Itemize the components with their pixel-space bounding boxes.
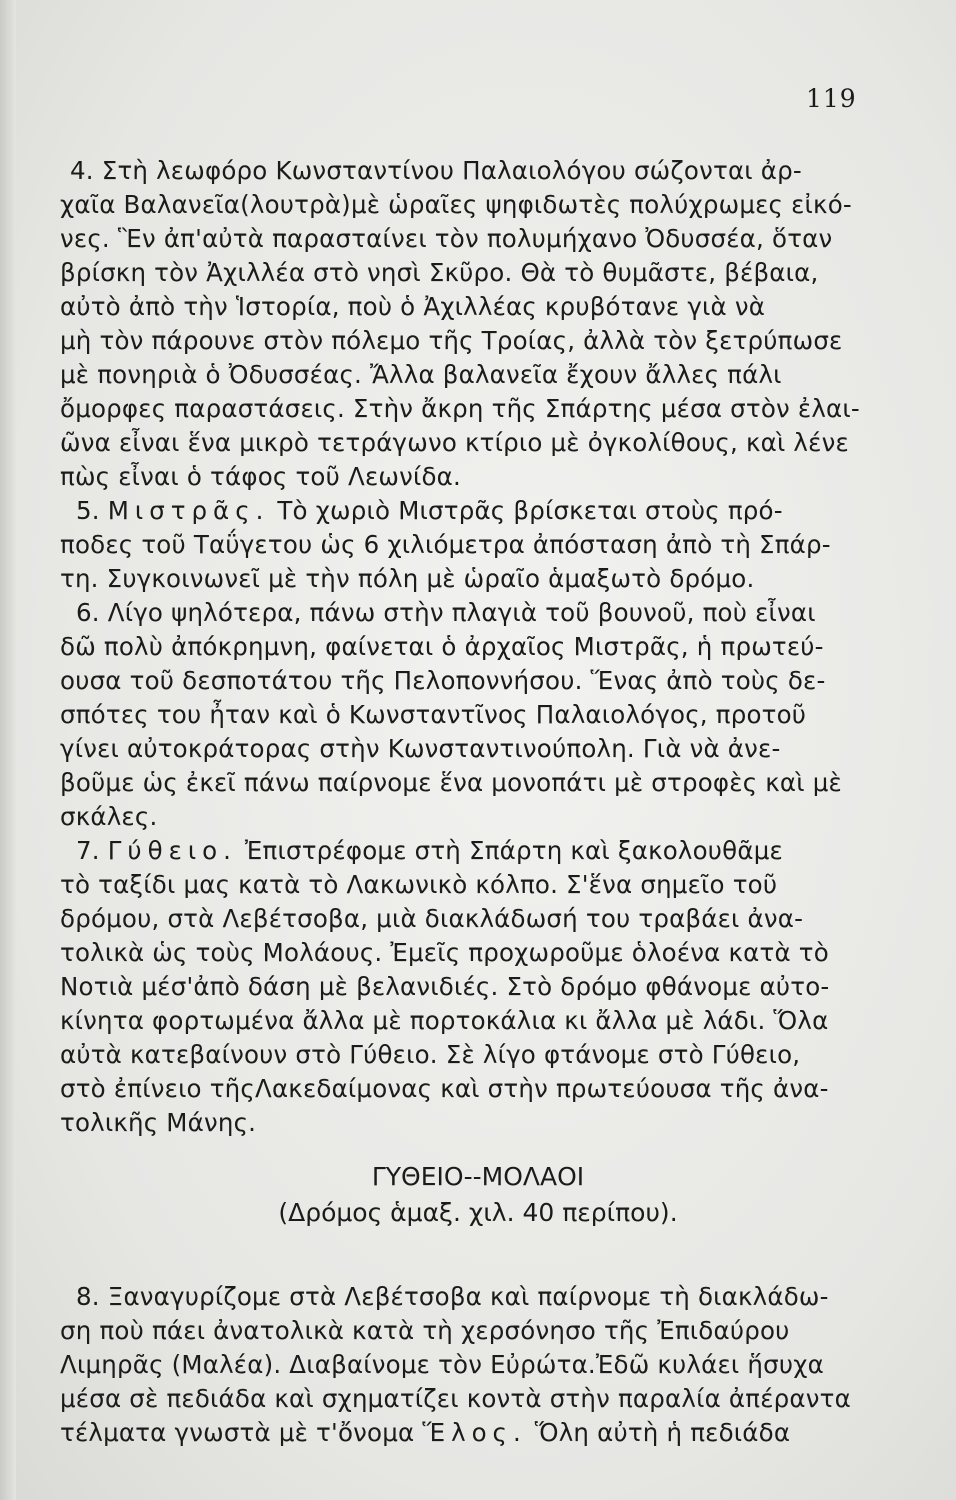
text-line: δρόμου, στὰ Λεβέτσοβα, μιὰ διακλάδωσή του τραβάει ἀνα- bbox=[60, 904, 804, 933]
place-term-elos: Ἕλος. bbox=[422, 1418, 527, 1447]
text-line: χαῖα Βαλανεῖα(λουτρὰ)μὲ ὡραῖες ψηφιδωτὲς πολύχρωμες εἰκό- bbox=[60, 190, 852, 219]
text-line: 6. Λίγο ψηλότερα, πάνω στὴν πλαγιὰ τοῦ βουνοῦ, ποὺ εἶναι bbox=[76, 598, 816, 627]
last-line bbox=[60, 1416, 904, 1450]
paragraph-number: 7. bbox=[76, 836, 100, 865]
text-line: μὴ τὸν πάρουνε στὸν πόλεμο τῆς Τροίας, ἀλλὰ τὸν ξετρύπωσε bbox=[60, 326, 843, 355]
text-line: τὸ ταξίδι μας κατὰ τὸ Λακωνικὸ κόλπο. Σ'ἕνα σημεῖο τοῦ bbox=[60, 870, 778, 899]
text-line: σκάλες. bbox=[60, 802, 158, 831]
text-line: ποδες τοῦ Ταΰγετου ὡς 6 χιλιόμετρα ἀπόσταση ἀπὸ τὴ Σπάρ- bbox=[60, 530, 831, 559]
text-line: τη. Συγκοινωνεῖ μὲ τὴν πόλη μὲ ὡραῖο ἁμαξωτὸ δρόμο. bbox=[60, 564, 755, 593]
paragraph-5-line bbox=[76, 494, 920, 528]
text-fragment: Ὅλη αὐτὴ ἡ πεδιάδα bbox=[534, 1418, 791, 1447]
text-line: γίνει αὐτοκράτορας στὴν Κωνσταντινούπολη. Γιὰ νὰ ἀνε- bbox=[60, 734, 781, 763]
text-line: βοῦμε ὡς ἐκεῖ πάνω παίρνομε ἕνα μονοπάτι μὲ στροφὲς καὶ μὲ bbox=[60, 768, 842, 797]
text-line: στὸ ἐπίνειο τῆςΛακεδαίμονας καὶ στὴν πρωτεύουσα τῆς ἀνα- bbox=[60, 1074, 829, 1103]
text-line: βρίσκη τὸν Ἀχιλλέα στὸ νησὶ Σκῦρο. Θὰ τὸ θυμᾶστε, βέβαια, bbox=[60, 258, 819, 287]
text-line: κίνητα φορτωμένα ἄλλα μὲ πορτοκάλια κι ἄλλα μὲ λάδι. Ὅλα bbox=[60, 1006, 829, 1035]
text-line: αὐτὰ κατεβαίνουν στὸ Γύθειο. Σὲ λίγο φτάνομε στὸ Γύθειο, bbox=[60, 1040, 801, 1069]
section-subtitle: (Δρόμος ἁμαξ. χιλ. 40 περίπου). bbox=[278, 1198, 678, 1227]
text-line: σπότες του ἦταν καὶ ὁ Κωνσταντῖνος Παλαιολόγος, προτοῦ bbox=[60, 700, 807, 729]
text-line: 4. Στὴ λεωφόρο Κωνσταντίνου Παλαιολόγου σώζονται ἀρ- bbox=[70, 156, 802, 185]
page-number: 119 bbox=[806, 84, 857, 113]
text-line: τολικὰ ὡς τοὺς Μολάους. Ἐμεῖς προχωροῦμε ὁλοένα κατὰ τὸ bbox=[60, 938, 829, 967]
paragraph-number: 5. bbox=[76, 496, 100, 525]
section-title: ΓΥΘΕΙΟ--ΜΟΛΑΟΙ bbox=[371, 1162, 585, 1191]
text-fragment: Ἐπιστρέφομε στὴ Σπάρτη καὶ ξακολουθᾶμε bbox=[244, 836, 783, 865]
text-line: ῶνα εἶναι ἕνα μικρὸ τετράγωνο κτίριο μὲ ὀγκολίθους, καὶ λένε bbox=[60, 428, 849, 457]
text-fragment: Τὸ χωριὸ Μιστρᾶς βρίσκεται στοὺς πρό- bbox=[277, 496, 783, 525]
text-line: ὄμορφες παραστάσεις. Στὴν ἄκρη τῆς Σπάρτης μέσα στὸν ἐλαι- bbox=[60, 394, 860, 423]
text-fragment: τέλματα γνωστὰ μὲ τ'ὄνομα bbox=[60, 1418, 415, 1447]
text-line: Νοτιὰ μέσ'ἀπὸ δάση μὲ βελανιδιές. Στὸ δρόμο φθάνομε αὐτο- bbox=[60, 972, 830, 1001]
text-line: Λιμηρᾶς (Μαλέα). Διαβαίνομε τὸν Εὐρώτα.Ἐδῶ κυλάει ἥσυχα bbox=[60, 1350, 824, 1379]
text-line: νες. Ἓν ἀπ'αὐτὰ παρασταίνει τὸν πολυμήχανο Ὀδυσσέα, ὅταν bbox=[60, 224, 833, 253]
text-line: αὐτὸ ἀπὸ τὴν Ἱστορία, ποὺ ὁ Ἀχιλλέας κρυβότανε γιὰ νὰ bbox=[60, 292, 766, 321]
page-gutter bbox=[0, 0, 16, 1500]
text-line: μέσα σὲ πεδιάδα καὶ σχηματίζει κοντὰ στὴν παραλία ἀπέραντα bbox=[60, 1384, 851, 1413]
text-line: ση ποὺ πάει ἀνατολικὰ κατὰ τὴ χερσόνησο τῆς Ἐπιδαύρου bbox=[60, 1316, 790, 1345]
text-line: πὼς εἶναι ὁ τάφος τοῦ Λεωνίδα. bbox=[60, 462, 462, 491]
place-heading-mistras: Μιστρᾶς. bbox=[107, 496, 270, 525]
text-line: τολικῆς Μάνης. bbox=[60, 1108, 257, 1137]
paragraph-7-line bbox=[76, 834, 920, 868]
text-line: 8. Ξαναγυρίζομε στὰ Λεβέτσοβα καὶ παίρνομε τὴ διακλάδω- bbox=[76, 1282, 829, 1311]
place-heading-gytheio: Γύθειο. bbox=[107, 836, 237, 865]
text-line: ουσα τοῦ δεσποτάτου τῆς Πελοποννήσου. Ἕνας ἀπὸ τοὺς δε- bbox=[60, 666, 826, 695]
text-line: δῶ πολὺ ἀπόκρημνη, φαίνεται ὁ ἀρχαῖος Μιστρᾶς, ἡ πρωτεύ- bbox=[60, 632, 824, 661]
text-line: μὲ πονηριὰ ὁ Ὀδυσσέας. Ἄλλα βαλανεῖα ἔχουν ἄλλες πάλι bbox=[60, 360, 782, 389]
